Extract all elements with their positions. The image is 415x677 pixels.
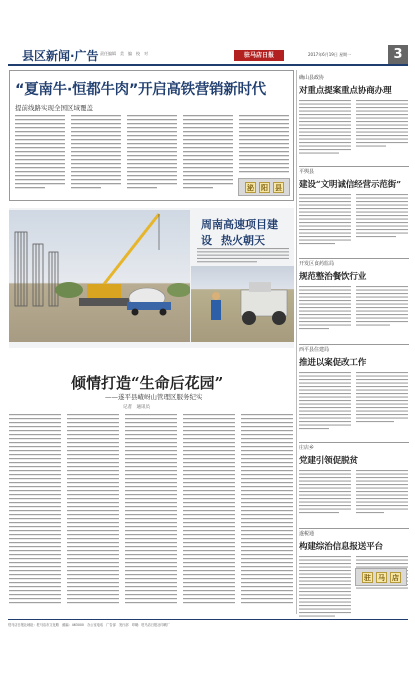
article-source: 遂税通 xyxy=(299,531,315,537)
photo-headline-line2[interactable]: 热火朝天 xyxy=(221,234,265,247)
county-tag-char: 泌 xyxy=(247,183,254,192)
lead-county-tag xyxy=(238,178,290,196)
photo-headline-line1[interactable]: 周南高速项目建设 xyxy=(201,218,278,247)
caption-text-lines xyxy=(197,248,289,264)
section-divider xyxy=(299,258,409,259)
article-headline[interactable]: 对重点提案重点协商办理 xyxy=(299,86,392,96)
right-article[interactable] xyxy=(299,74,409,166)
newspaper-logo: 驻马店日报 xyxy=(234,50,284,61)
right-article[interactable] xyxy=(299,260,409,346)
issue-date: 2017年6月19日 星期一 xyxy=(308,52,352,57)
right-column-tag xyxy=(355,568,407,586)
article-source: 西平县住建局 xyxy=(299,347,330,353)
right-article[interactable] xyxy=(299,346,409,442)
article-text xyxy=(299,556,409,626)
county-tag-char: 县 xyxy=(275,183,282,192)
right-article[interactable] xyxy=(299,444,409,530)
feature-byline: 记者 通讯员 xyxy=(123,405,150,410)
tag-char: 店 xyxy=(392,573,399,582)
article-headline[interactable]: 推进以案促改工作 xyxy=(299,358,367,368)
page-number: 3 xyxy=(388,45,408,64)
masthead xyxy=(8,44,408,66)
feature-subheadline: ——遂平县嵖岈山管理区服务纪实 xyxy=(105,393,203,401)
lead-subheadline: 提前线路实现全国区域覆盖 xyxy=(15,104,93,112)
county-tag-char: 阳 xyxy=(261,183,268,192)
tag-char: 马 xyxy=(378,573,385,582)
article-source: 平舆县 xyxy=(299,169,315,175)
article-text xyxy=(299,470,409,526)
lead-headline[interactable]: “夏南牛·恒都牛肉”开启高铁营销新时代 xyxy=(15,82,266,98)
section-divider xyxy=(299,166,409,167)
lead-article[interactable] xyxy=(9,70,294,201)
feature-article[interactable] xyxy=(9,362,294,612)
article-text xyxy=(299,372,409,438)
article-text xyxy=(299,194,409,254)
article-source: 确山县政协 xyxy=(299,75,325,81)
right-article[interactable] xyxy=(299,168,409,260)
article-source: 庄店乡 xyxy=(299,445,315,451)
article-headline[interactable]: 建设“文明诚信经营示范街” xyxy=(299,180,401,190)
article-headline[interactable]: 规范整治餐饮行业 xyxy=(299,272,367,282)
section-divider xyxy=(299,442,409,443)
section-divider xyxy=(299,344,409,345)
article-headline[interactable]: 构建综治信息报送平台 xyxy=(299,542,383,552)
article-source: 开发区食药监局 xyxy=(299,261,335,267)
section-divider xyxy=(299,528,409,529)
roadwork-photo xyxy=(191,266,294,342)
article-headline[interactable]: 党建引领促脱贫 xyxy=(299,456,358,466)
photo-caption xyxy=(197,248,289,264)
footer-rule xyxy=(8,619,408,620)
construction-scene xyxy=(9,210,190,342)
roadwork-scene xyxy=(191,266,294,342)
column-divider xyxy=(296,70,297,614)
section-subtitle: 责任编辑 美 编 校 对 xyxy=(100,51,148,56)
footer-imprint: 驻马店日报社地址：驻马店市文化路 邮编：463000 办公室电话 广告部 发行部 印刷：驻马店日报社印刷厂 xyxy=(8,623,170,627)
article-text xyxy=(299,286,409,342)
tag-char: 驻 xyxy=(364,573,371,582)
construction-photo xyxy=(9,210,190,342)
section-title: 县区新闻·广告 xyxy=(22,49,99,63)
feature-text-columns xyxy=(9,414,294,610)
article-text xyxy=(299,100,409,162)
photo-feature[interactable] xyxy=(9,208,294,348)
feature-headline[interactable]: 倾情打造“生命后花园” xyxy=(71,374,224,392)
